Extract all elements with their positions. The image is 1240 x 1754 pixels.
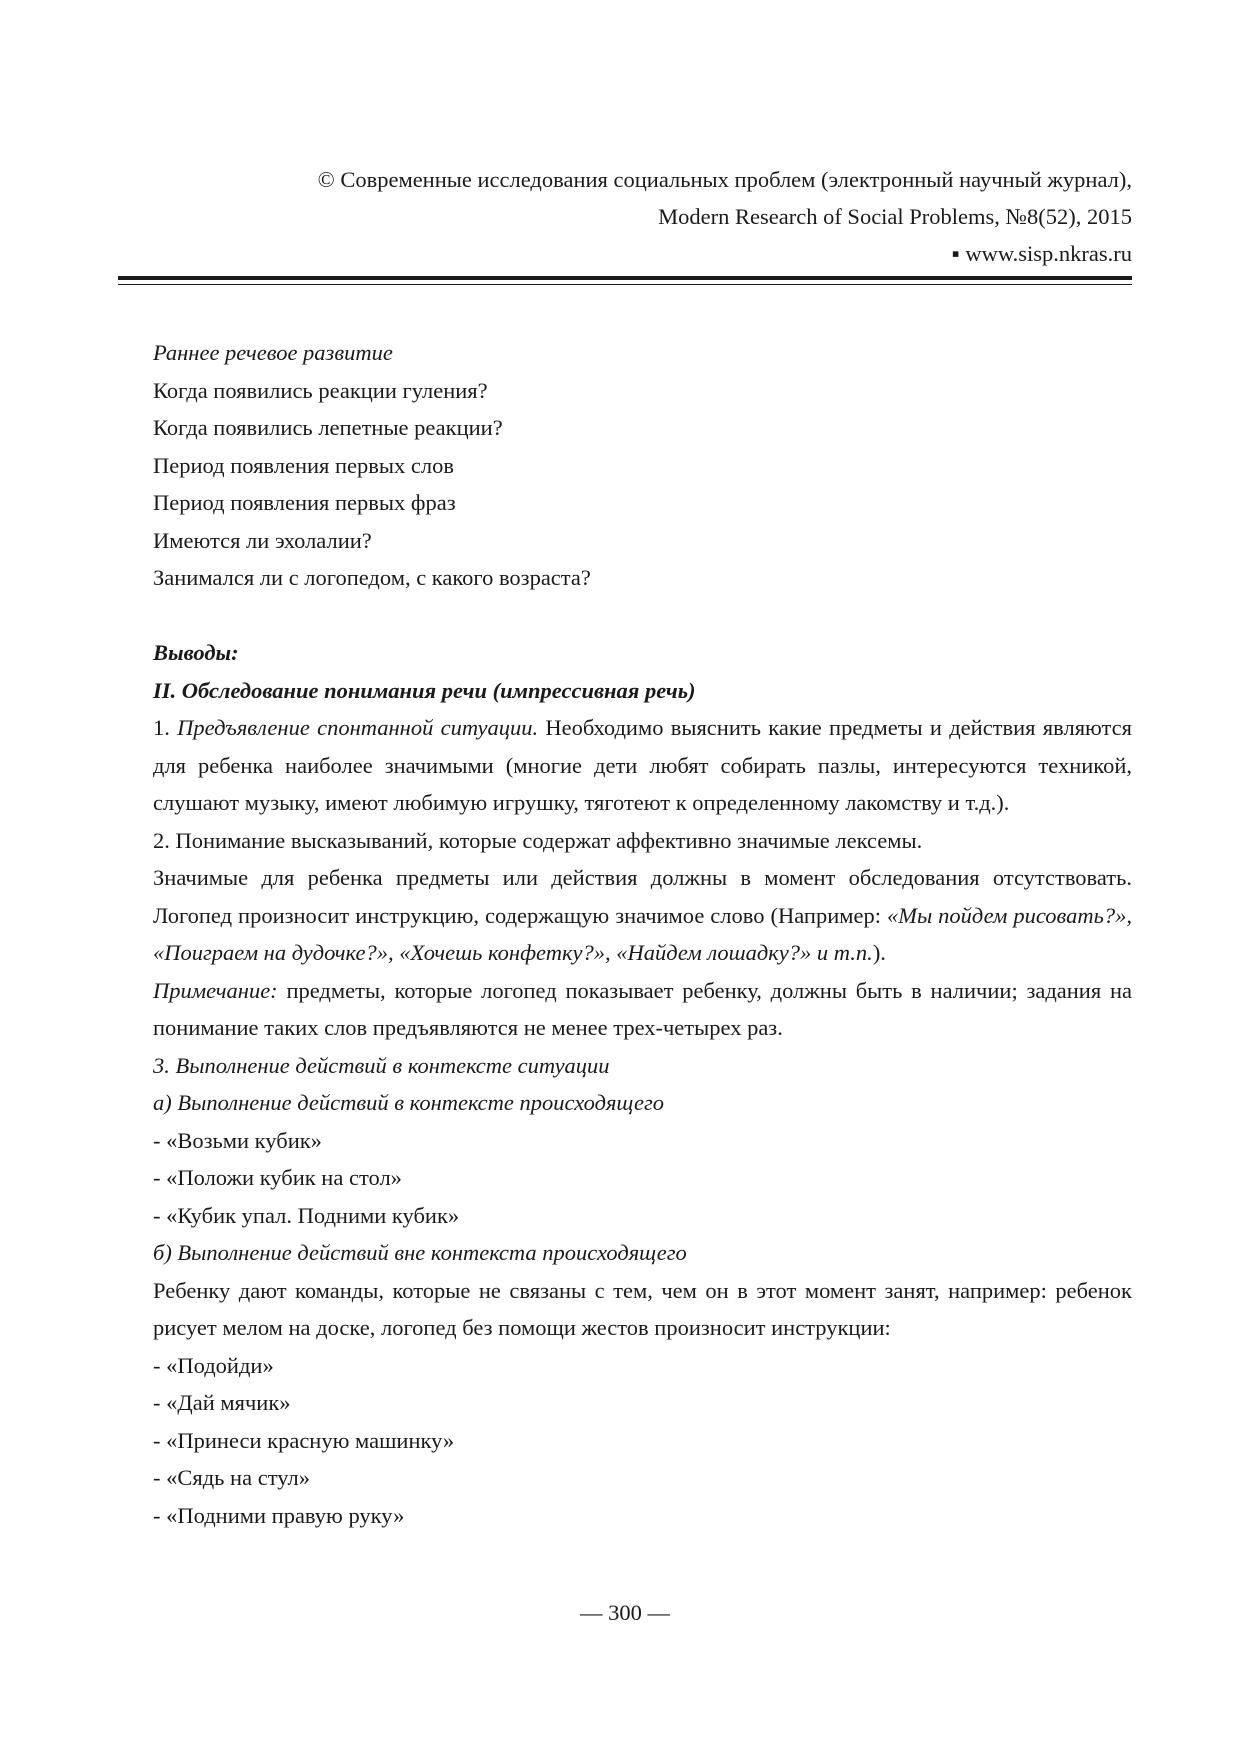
early-speech-item: Период появления первых фраз	[153, 490, 456, 515]
early-speech-item: Период появления первых слов	[153, 452, 454, 478]
early-speech-item: Имеются ли эхолалии?	[153, 527, 372, 553]
command-item: - «Положи кубик на стол»	[153, 1165, 402, 1190]
paragraph-1-number: 1.	[153, 715, 178, 740]
section-3-title: 3. Выполнение действий в контексте ситуации	[153, 1052, 610, 1078]
paragraph-3-text: Значимые для ребенка предметы или действия должны в момент обследования отсутствовать. Логопед произносит инструкцию, содержащую значимое слово (Например:	[153, 865, 1132, 928]
header-rule-thick	[118, 276, 1132, 280]
conclusions-heading: Выводы:	[153, 640, 239, 665]
section-3b-title: б) Выполнение действий вне контекста происходящего	[153, 1240, 687, 1265]
note-text: предметы, которые логопед показывает ребенку, должны быть в наличии; задания на понимание таких слов предъявляются не менее трех-четырех раз.	[153, 977, 1132, 1040]
paragraph-3-examples: «Мы пойдем рисовать?», «Поиграем на дудочке?», «Хочешь конфетку?», «Найдем лошадку?» и т.п.	[153, 902, 1133, 965]
paragraph-3	[118, 859, 1132, 972]
command-item: - «Сядь на стул»	[153, 1465, 310, 1490]
spacer	[118, 597, 1132, 635]
early-speech-item: Занимался ли с логопедом, с какого возраста?	[153, 565, 591, 590]
section-3b-text: Ребенку дают команды, которые не связаны с тем, чем он в этот момент занят, например: ребенок рисует мелом на доске, логопед без помощи жестов произносит инструкции:	[153, 1277, 1132, 1340]
paragraph-1-text: Необходимо выяснить какие предметы и действия являются для ребенка наиболее значимыми (многие дети любят собирать пазлы, интересуются техникой, слушают музыку, имеют любимую игрушку, тяготеют к определенному лакомству и т.д.).	[153, 715, 1132, 815]
command-item: - «Дай мячик»	[153, 1390, 291, 1415]
section-3a-title: а) Выполнение действий в контексте происходящего	[153, 1090, 664, 1115]
command-item: - «Подними правую руку»	[153, 1502, 405, 1528]
command-item: - «Возьми кубик»	[153, 1127, 322, 1153]
note-label: Примечание:	[153, 977, 278, 1003]
header-website: ▪ www.sisp.nkras.ru	[951, 241, 1132, 266]
header-journal-title-ru: © Современные исследования социальных проблем (электронный научный журнал),	[317, 167, 1132, 192]
paragraph-1-title: Предъявление спонтанной ситуации.	[177, 715, 539, 740]
journal-header	[118, 161, 1132, 272]
page-body	[118, 334, 1132, 1534]
command-item: - «Кубик упал. Подними кубик»	[153, 1202, 460, 1228]
early-speech-item: Когда появились лепетные реакции?	[153, 415, 503, 440]
note-paragraph	[118, 972, 1132, 1047]
paragraph-2: 2. Понимание высказываний, которые содержат аффективно значимые лексемы.	[153, 827, 923, 853]
paragraph-3-end: ).	[872, 940, 886, 965]
page-number: — 300 —	[580, 1600, 670, 1625]
command-item: - «Принеси красную машинку»	[153, 1427, 455, 1453]
section-2-title: II. Обследование понимания речи (импрессивная речь)	[153, 677, 696, 703]
paragraph-1	[118, 709, 1132, 822]
header-journal-title-en: Modern Research of Social Problems, №8(52), 2015	[658, 204, 1132, 229]
early-speech-item: Когда появились реакции гуления?	[153, 377, 488, 403]
command-item: - «Подойди»	[153, 1352, 274, 1378]
early-speech-heading: Раннее речевое развитие	[153, 340, 393, 365]
header-rule-thin	[118, 284, 1132, 285]
